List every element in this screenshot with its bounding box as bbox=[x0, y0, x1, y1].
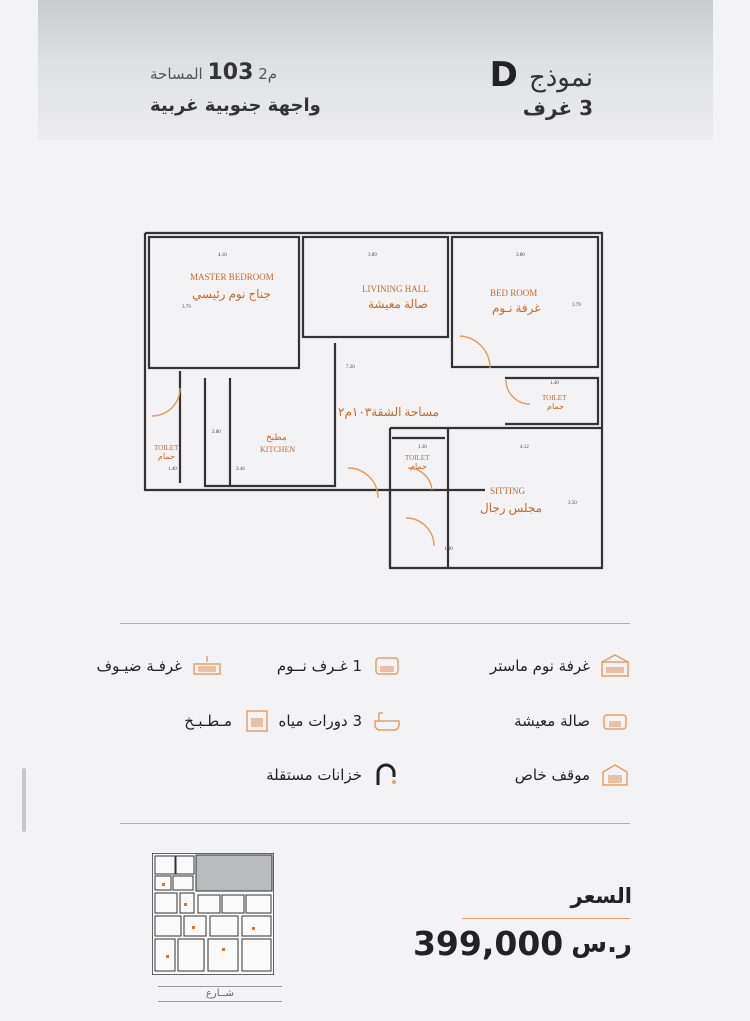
separator-bottom bbox=[120, 823, 630, 824]
feature-tanks bbox=[266, 763, 402, 787]
kitchen-label-ar: مطبخ bbox=[266, 432, 287, 442]
dim-text: 1.40 bbox=[168, 467, 177, 472]
area-unit: م2 bbox=[258, 65, 278, 83]
dim-text: 1.40 bbox=[550, 381, 559, 386]
feature-label: خزانات مستقلة bbox=[266, 766, 362, 784]
dim-text: 3.80 bbox=[516, 253, 525, 258]
area-line bbox=[150, 60, 277, 85]
kitchen-label-en: KITCHEN bbox=[260, 445, 296, 454]
floor-plan bbox=[140, 228, 612, 574]
armchair-icon bbox=[600, 709, 630, 733]
dim-text: 3.79 bbox=[182, 305, 191, 310]
scrollbar[interactable] bbox=[22, 768, 26, 832]
faucet-icon bbox=[372, 763, 402, 787]
building-mini-plan bbox=[152, 853, 274, 975]
feature-label: غرفة نوم ماستر bbox=[489, 657, 590, 675]
living-label-en: LIVINING HALL bbox=[362, 284, 429, 294]
dim-text: 2.80 bbox=[212, 430, 221, 435]
toilet3-label-en: TOILET bbox=[405, 454, 430, 462]
feature-bedrooms bbox=[277, 654, 402, 678]
sitting-label-ar: مجلس رجال bbox=[480, 501, 543, 515]
area-label: المساحة bbox=[150, 65, 203, 83]
area-value: 103 bbox=[207, 60, 254, 85]
dim-text: 3.46 bbox=[236, 467, 245, 472]
toilet1-label-ar: حمام bbox=[547, 402, 564, 411]
toilet2-label-en: TOILET bbox=[154, 444, 179, 452]
street-label: شــارع bbox=[158, 986, 282, 1002]
bed-label-ar: غرفة نـوم bbox=[492, 301, 541, 315]
feature-label: غرفـة ضيـوف bbox=[96, 657, 182, 675]
feature-living-room bbox=[514, 709, 630, 733]
rooms-count: 3 غرف bbox=[522, 96, 593, 120]
feature-label: صالة معيشة bbox=[514, 712, 590, 730]
dim-text: 1.30 bbox=[418, 445, 427, 450]
bathtub-icon bbox=[372, 709, 402, 733]
dim-text: 7.20 bbox=[346, 365, 355, 370]
master-label-ar: جناح نوم رئيسي bbox=[192, 287, 271, 301]
feature-label: 1 غـرف نــوم bbox=[276, 657, 362, 675]
feature-label: موقف خاص bbox=[514, 766, 590, 784]
toilet3-label-ar: حمام bbox=[410, 462, 427, 471]
feature-label: 3 دورات مياه bbox=[278, 712, 362, 730]
bed-label-en: BED ROOM bbox=[490, 288, 538, 298]
header-banner bbox=[38, 0, 713, 140]
price-block bbox=[413, 924, 632, 963]
dim-text: 4.12 bbox=[520, 445, 529, 450]
feature-bathrooms bbox=[278, 709, 402, 733]
toilet2-label-ar: حمام bbox=[158, 452, 175, 461]
house-icon bbox=[600, 654, 630, 678]
garage-icon bbox=[600, 763, 630, 787]
price-label: السعر bbox=[570, 884, 632, 908]
dim-text: 3.79 bbox=[572, 303, 581, 308]
model-word: نموذج bbox=[528, 63, 593, 93]
toilet1-label-en: TOILET bbox=[542, 394, 567, 402]
riyal-currency-icon: ر.س bbox=[571, 928, 632, 959]
feature-kitchen bbox=[184, 709, 272, 733]
model-title bbox=[490, 55, 593, 95]
bed-icon bbox=[372, 654, 402, 678]
model-letter: D bbox=[489, 55, 518, 95]
feature-label: مـطـبـخ bbox=[184, 712, 232, 730]
feature-guest-room bbox=[97, 654, 222, 678]
feature-master-bedroom bbox=[490, 654, 630, 678]
feature-parking bbox=[515, 763, 630, 787]
apt-area-label: مساحة الشقة١٠٣م٢ bbox=[338, 405, 440, 419]
master-label-en: MASTER BEDROOM bbox=[190, 272, 274, 282]
facade: واجهة جنوبية غربية bbox=[150, 95, 321, 116]
dim-text: 1.80 bbox=[444, 547, 453, 552]
sitting-label-en: SITTING bbox=[490, 486, 525, 496]
living-label-ar: صالة معيشة bbox=[368, 297, 428, 311]
price-divider bbox=[462, 918, 630, 919]
guest-bed-icon bbox=[192, 654, 222, 678]
dim-text: 3.50 bbox=[568, 501, 577, 506]
dim-text: 4.10 bbox=[218, 253, 227, 258]
separator-top bbox=[120, 623, 630, 624]
dim-text: 3.89 bbox=[368, 253, 377, 258]
oven-icon bbox=[242, 709, 272, 733]
price-value: 399,000 bbox=[412, 924, 564, 963]
